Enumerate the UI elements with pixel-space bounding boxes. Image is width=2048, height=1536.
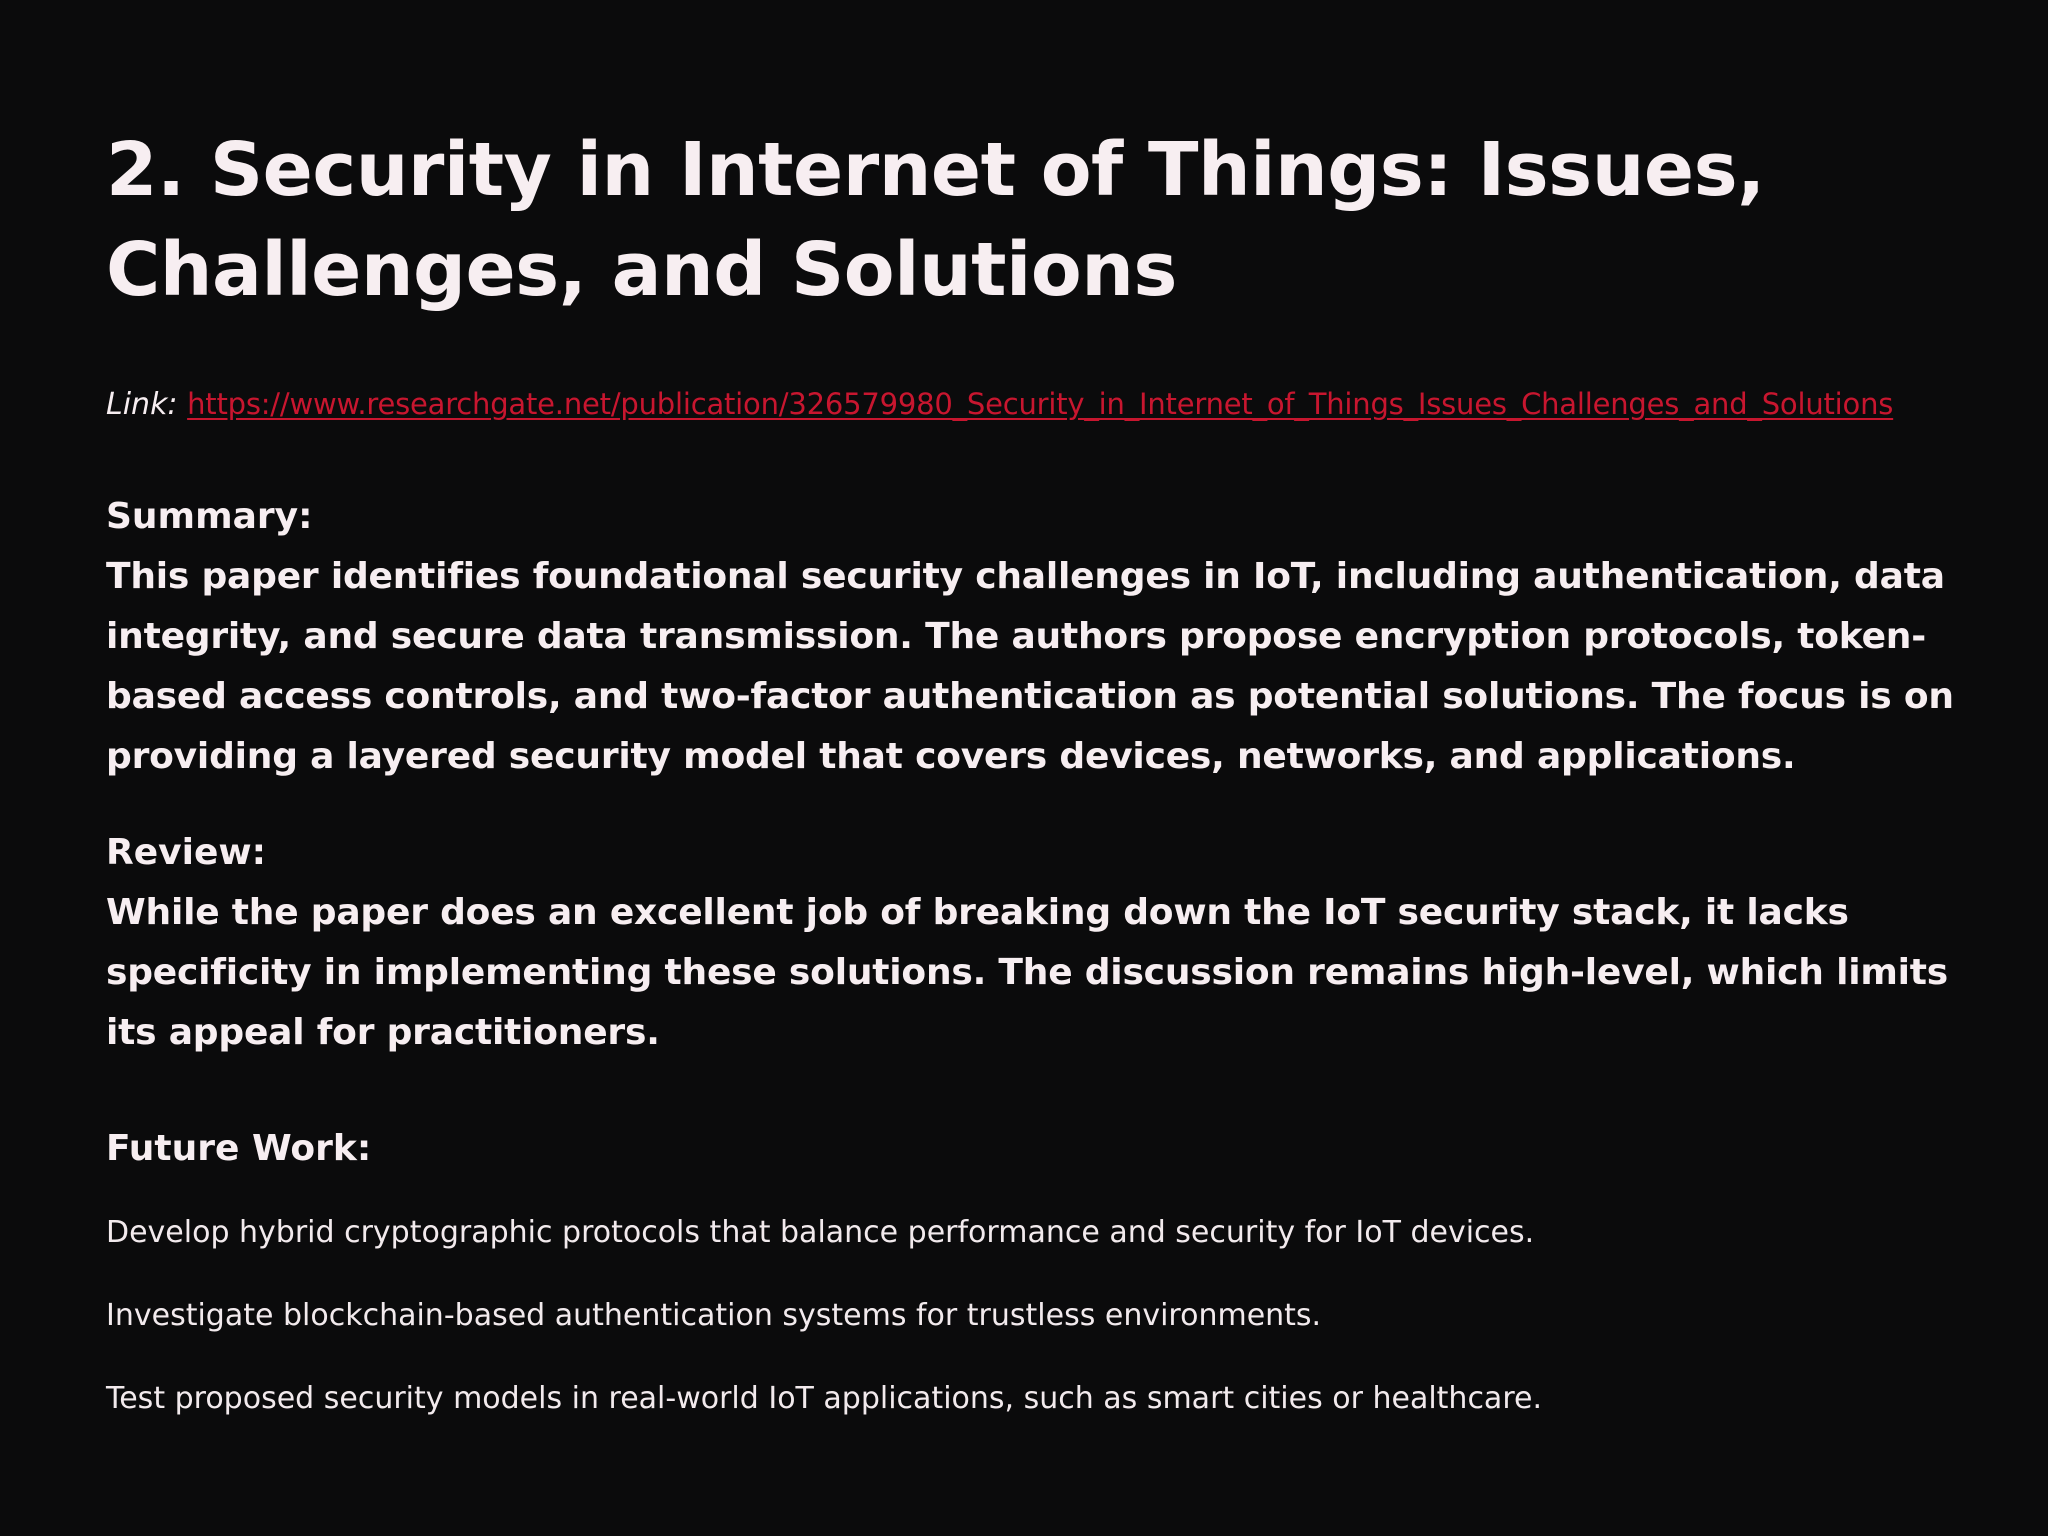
link-label: Link: bbox=[106, 387, 178, 422]
list-item: Investigate blockchain-based authentication systems for trustless environments. bbox=[106, 1298, 1322, 1333]
link-line bbox=[106, 384, 1948, 425]
future-work-section bbox=[106, 1119, 1948, 1419]
list-item: Test proposed security models in real-world IoT applications, such as smart cities or healthcare. bbox=[106, 1381, 1542, 1416]
review-text: While the paper does an excellent job of breaking down the IoT security stack, it lacks specificity in implementing these solutions. The discussion remains high-level, which limits its appeal for practitioners. bbox=[106, 892, 1949, 1053]
future-work-list bbox=[106, 1213, 1948, 1419]
review-heading: Review: bbox=[106, 832, 267, 873]
summary-text: This paper identifies foundational security challenges in IoT, including authentication, data integrity, and secure data transmission. The authors propose encryption protocols, token-based access controls, and two-factor authentication as potential solutions. The focus is on providing a layered security model that covers devices, networks, and applications. bbox=[106, 556, 1954, 777]
summary-section bbox=[106, 487, 1954, 787]
review-section bbox=[106, 823, 1948, 1063]
summary-heading: Summary: bbox=[106, 496, 313, 537]
page-title: 2. Security in Internet of Things: Issues, Challenges, and Solutions bbox=[106, 127, 1765, 313]
paper-link[interactable]: https://www.researchgate.net/publication/326579980_Security_in_Internet_of_Things_Issues_Challenges_and_Solutions bbox=[187, 387, 1894, 421]
future-work-heading: Future Work: bbox=[106, 1128, 372, 1169]
list-item: Develop hybrid cryptographic protocols that balance performance and security for IoT devices. bbox=[106, 1215, 1535, 1250]
